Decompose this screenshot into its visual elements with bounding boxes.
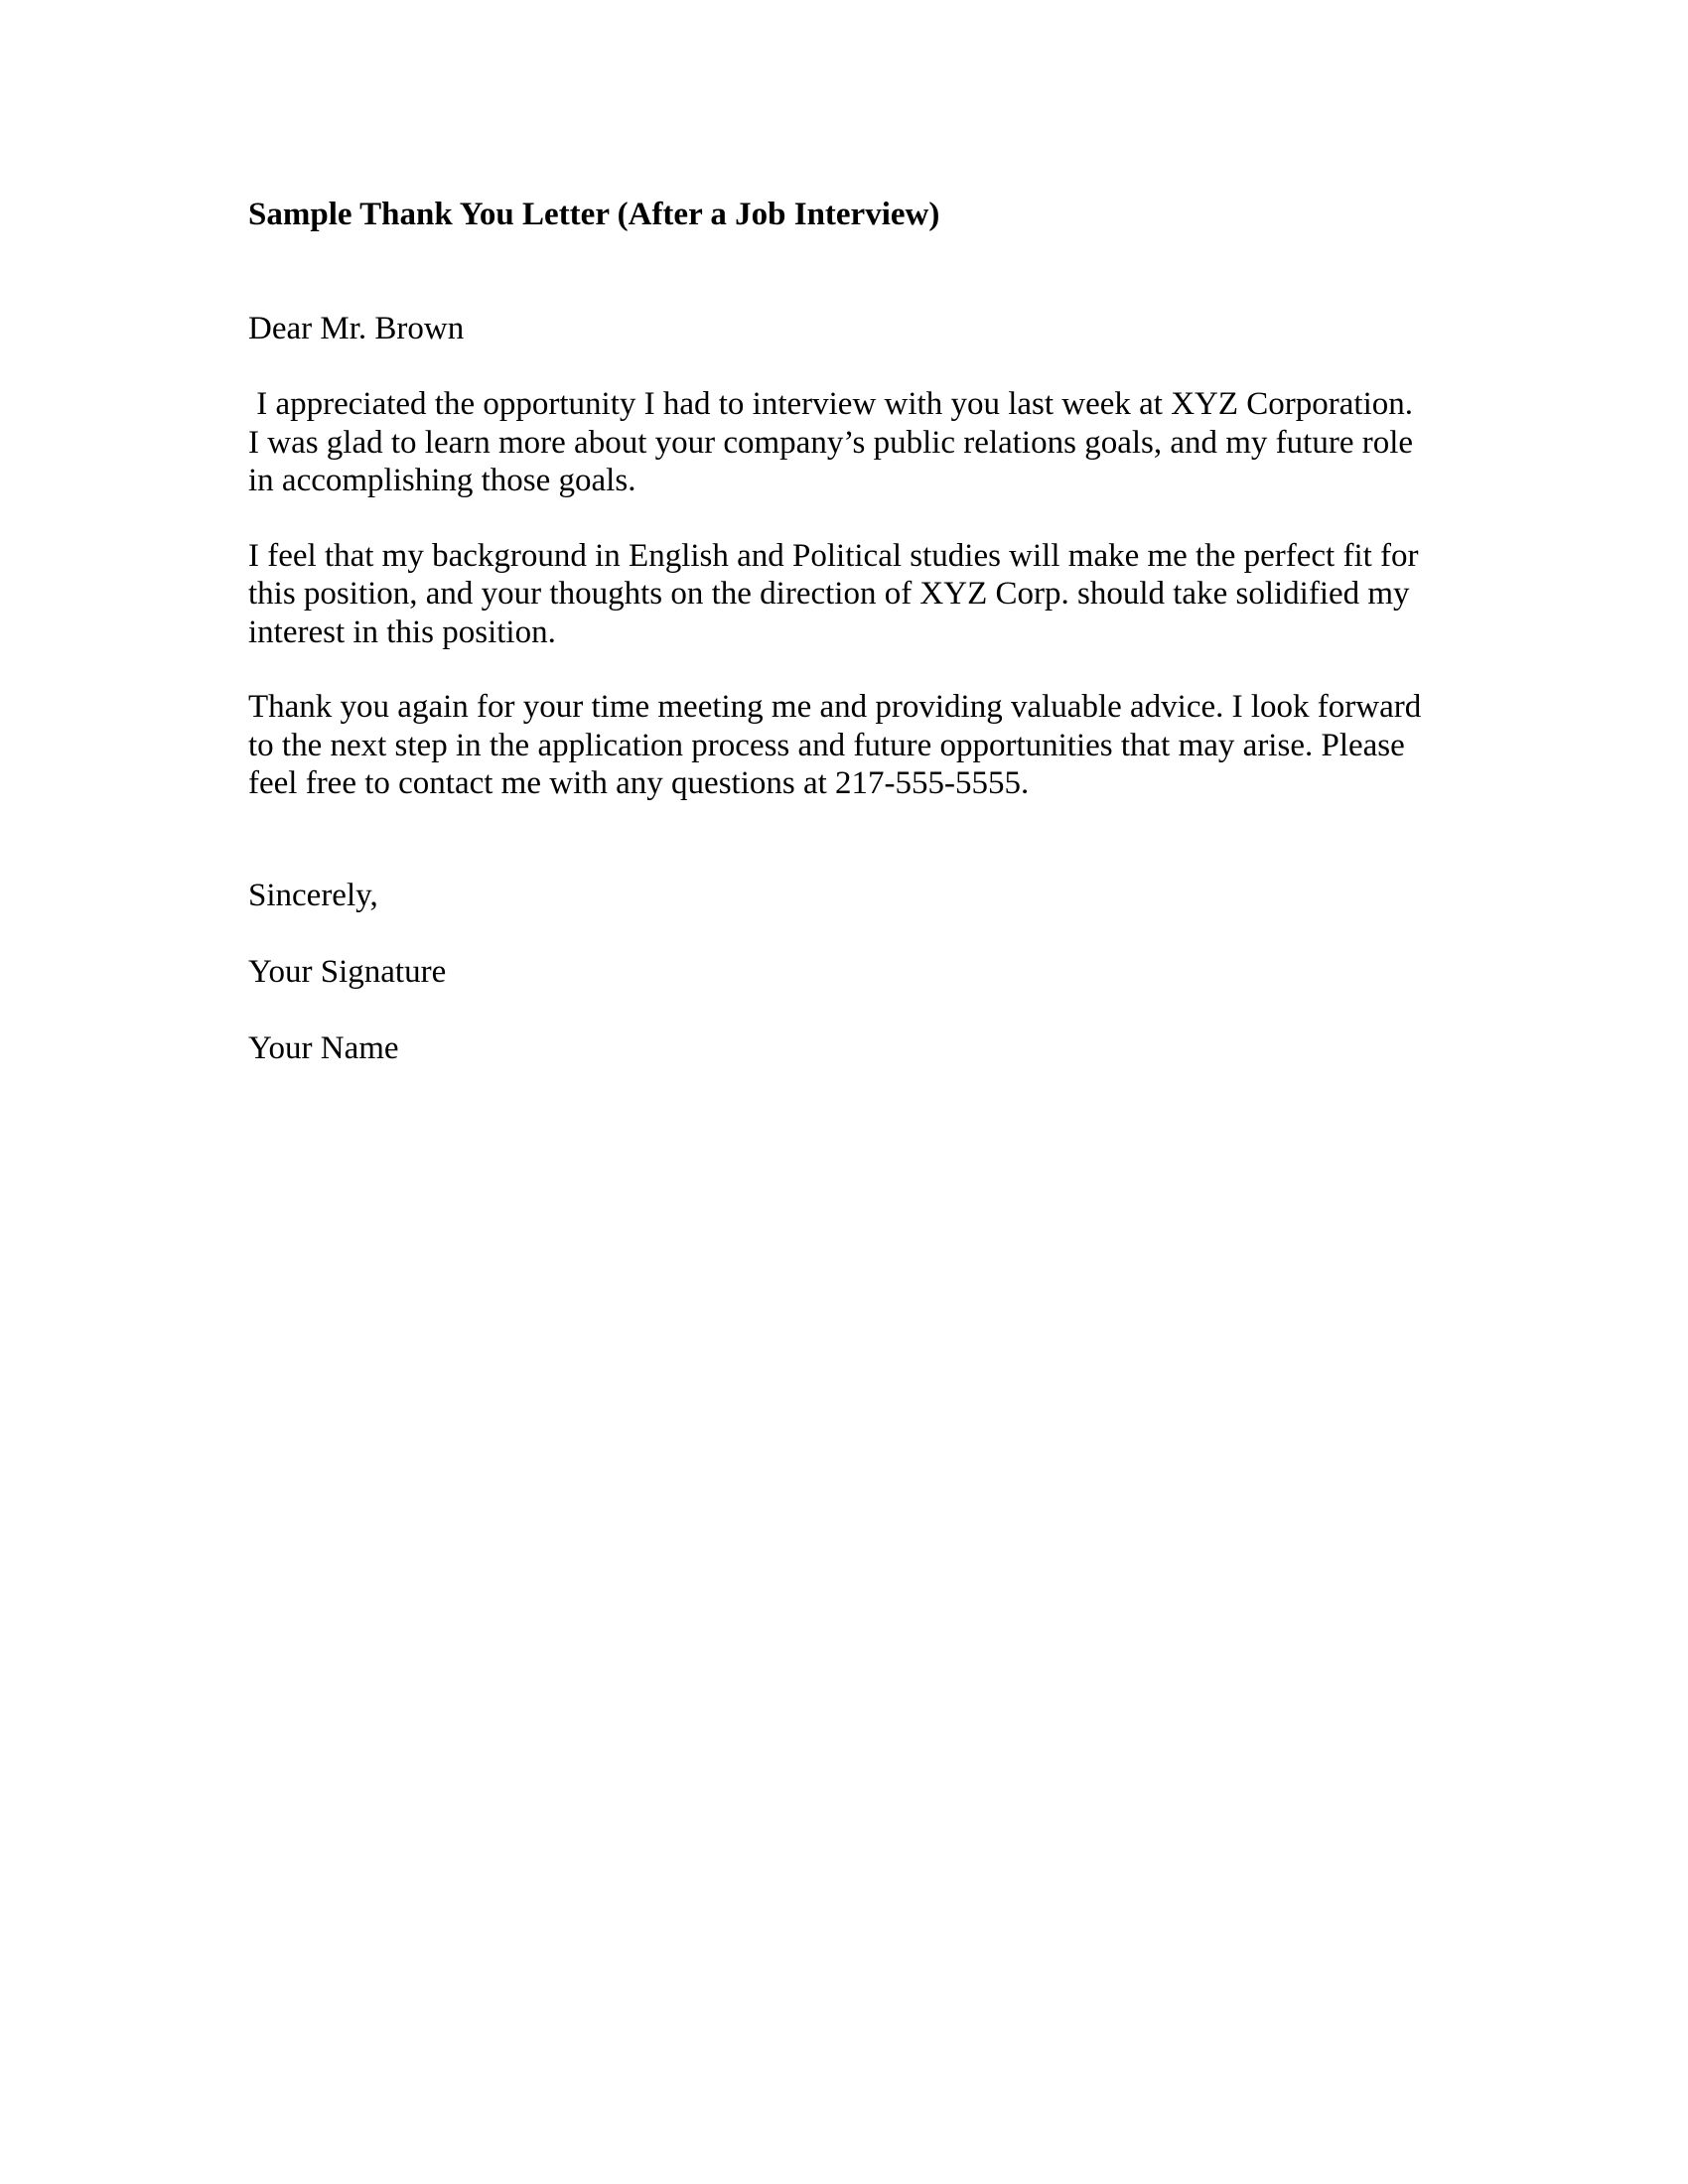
paragraph-line: this position, and your thoughts on the direction of XYZ Corp. should take solidified my [248,576,1410,612]
signature-placeholder: Your Signature [248,953,447,990]
paragraph-line: interest in this position. [248,614,556,650]
salutation: Dear Mr. Brown [248,311,465,346]
paragraph-line: I feel that my background in English and Political studies will make me the perfect fit for [248,537,1419,574]
paragraph-line: Thank you again for your time meeting me and providing valuable advice. I look forward [248,689,1422,725]
paragraph-line: feel free to contact me with any questions at 217-555-5555. [248,765,1030,801]
letter-title: Sample Thank You Letter (After a Job Interview) [248,197,940,232]
paragraph-3 [248,688,1470,803]
letter-page [248,195,1470,1068]
closing: Sincerely, [248,877,378,913]
sender-name: Your Name [248,1029,399,1066]
paragraph-2 [248,537,1470,652]
paragraph-line: to the next step in the application process and future opportunities that may arise. Please [248,727,1405,763]
paragraph-line: I was glad to learn more about your company’s public relations goals, and my future role [248,424,1414,461]
paragraph-line: I appreciated the opportunity I had to interview with you last week at XYZ Corporation. [248,386,1414,422]
paragraph-line: in accomplishing those goals. [248,463,636,498]
paragraph-1 [248,385,1470,500]
